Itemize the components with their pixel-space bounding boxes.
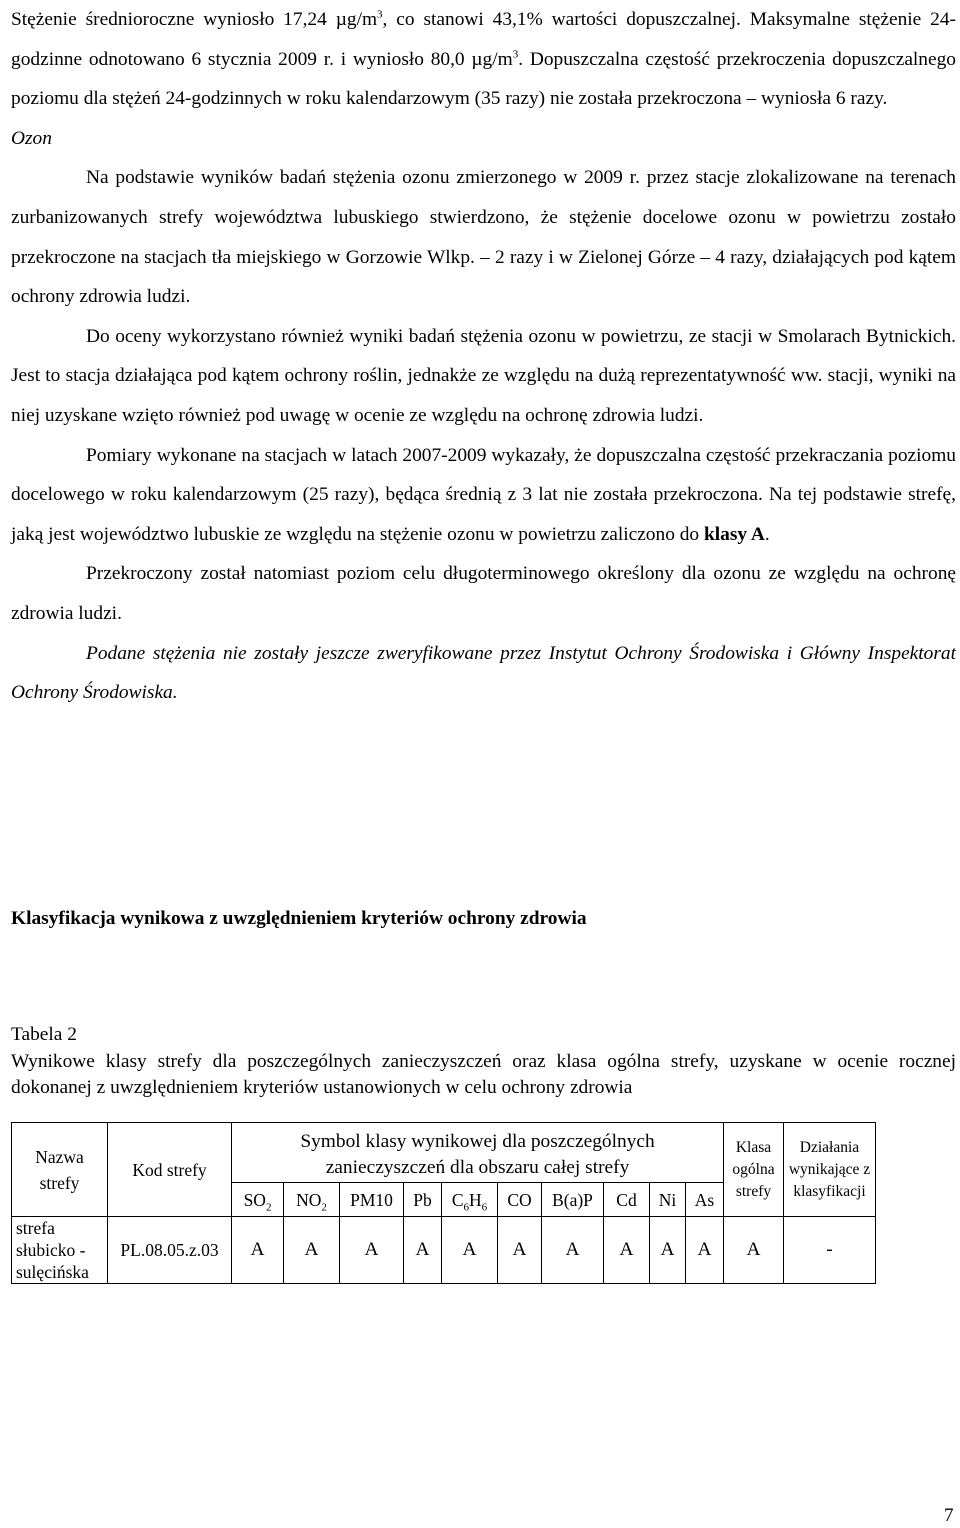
header-so2: $SO_2$ (232, 1183, 284, 1217)
table-header-row (12, 1123, 876, 1183)
paragraph-note: Podane stężenia nie zostały jeszcze zweryfikowane przez Instytut Ochrony Środowiska i Główny Inspektorat Ochrony Środowiska. (11, 642, 956, 704)
header-symbol-klasy: Symbol klasy wynikowej dla poszczególnych zanieczyszczeń dla obszaru całej strefy (232, 1123, 724, 1183)
cell-cd: A (604, 1217, 650, 1284)
cell-c6h6: A (442, 1217, 498, 1284)
header-bap: B(a)P (542, 1183, 604, 1217)
cell-pm10: A (340, 1217, 404, 1284)
page-number: 7 (944, 1505, 954, 1526)
table-label: Tabela 2 (11, 1024, 77, 1045)
table-caption: Wynikowe klasy strefy dla poszczególnych zanieczyszczeń oraz klasa ogólna strefy, uzyskane w ocenie rocznej dokonanej z uwzględnieniem kryteriów ustanowionych w celu ochrony zdrowia (11, 1051, 956, 1098)
header-klasa-ogolna: Klasa ogólna strefy (724, 1123, 784, 1217)
header-ni: Ni (650, 1183, 686, 1217)
cell-klasa-ogolna: A (724, 1217, 784, 1284)
header-no2: $NO_2$ (284, 1183, 340, 1217)
cell-co: A (498, 1217, 542, 1284)
classification-table-wrapper (11, 1122, 876, 1284)
header-cd: Cd (604, 1183, 650, 1217)
section-title-ozon: Ozon (11, 127, 52, 149)
cell-nazwa-strefy: strefa słubicko - sulęcińska (12, 1217, 108, 1284)
paragraph-przekroczony: Przekroczony został natomiast poziom celu długoterminowego określony dla ozonu ze względu na ochronę zdrowia ludzi. (11, 563, 956, 624)
cell-kod-strefy: PL.08.05.z.03 (108, 1217, 232, 1284)
section-heading: Klasyfikacja wynikowa z uwzględnieniem kryteriów ochrony zdrowia (11, 908, 587, 929)
cell-so2: A (232, 1217, 284, 1284)
header-as: As (686, 1183, 724, 1217)
document-page (11, 0, 956, 1282)
header-dzialania: Działania wynikające z klasyfikacji (784, 1123, 876, 1217)
header-pb: Pb (404, 1183, 442, 1217)
cell-no2: A (284, 1217, 340, 1284)
paragraph-smolary: Do oceny wykorzystano również wyniki badań stężenia ozonu w powietrzu, ze stacji w Smolarach Bytnickich. Jest to stacja działająca pod kątem ochrony roślin, jednakże ze względu na dużą reprezentatywność ww. stacji, wyniki na niej uzyskane wzięto również pod uwagę w ocenie ze względu na ochronę zdrowia ludzi. (11, 325, 956, 426)
cell-bap: A (542, 1217, 604, 1284)
header-co: CO (498, 1183, 542, 1217)
cell-ni: A (650, 1217, 686, 1284)
paragraph-ozon-badania: Na podstawie wyników badań stężenia ozonu zmierzonego w 2009 r. przez stacje zlokalizowane na terenach zurbanizowanych strefy województwa lubuskiego stwierdzono, że stężenie docelowe ozonu w powietrzu zostało przekroczone na stacjach tła miejskiego w Gorzowie Wlkp. – 2 razy i w Zielonej Górze – 4 razy, działających pod kątem ochrony zdrowia ludzi. (11, 167, 956, 308)
cell-as: A (686, 1217, 724, 1284)
header-kod-strefy: Kod strefy (108, 1123, 232, 1217)
classification-table (11, 1122, 876, 1284)
paragraph-stezenie: Stężenie średnioroczne wyniosło 17,24 $\mu g/m^3$, co stanowi 43,1% wartości dopuszczalnej. Maksymalne stężenie 24-godzinne odnotowano 6 stycznia 2009 r. i wyniosło 80,0 $\mu g/m^3$. Dopuszczalna częstość przekroczenia dopuszczalnego poziomu dla stężeń 24-godzinnych w roku kalendarzowym (35 razy) nie została przekroczona – wyniosła 6 razy. (11, 8, 956, 110)
header-pm10: PM10 (340, 1183, 404, 1217)
paragraph-pomiary: Pomiary wykonane na stacjach w latach 2007-2009 wykazały, że dopuszczalna częstość przekraczania poziomu docelowego w roku kalendarzowym (25 razy), będąca średnią z 3 lat nie została przekroczona. Na tej podstawie strefę, jaką jest województwo lubuskie ze względu na stężenie ozonu w powietrzu zaliczono do klasy A. (11, 444, 956, 545)
cell-pb: A (404, 1217, 442, 1284)
header-nazwa-strefy: Nazwa strefy (12, 1123, 108, 1217)
table-row (12, 1217, 876, 1284)
header-c6h6: $C_6H_6$ (442, 1183, 498, 1217)
cell-dzialania: - (784, 1217, 876, 1284)
